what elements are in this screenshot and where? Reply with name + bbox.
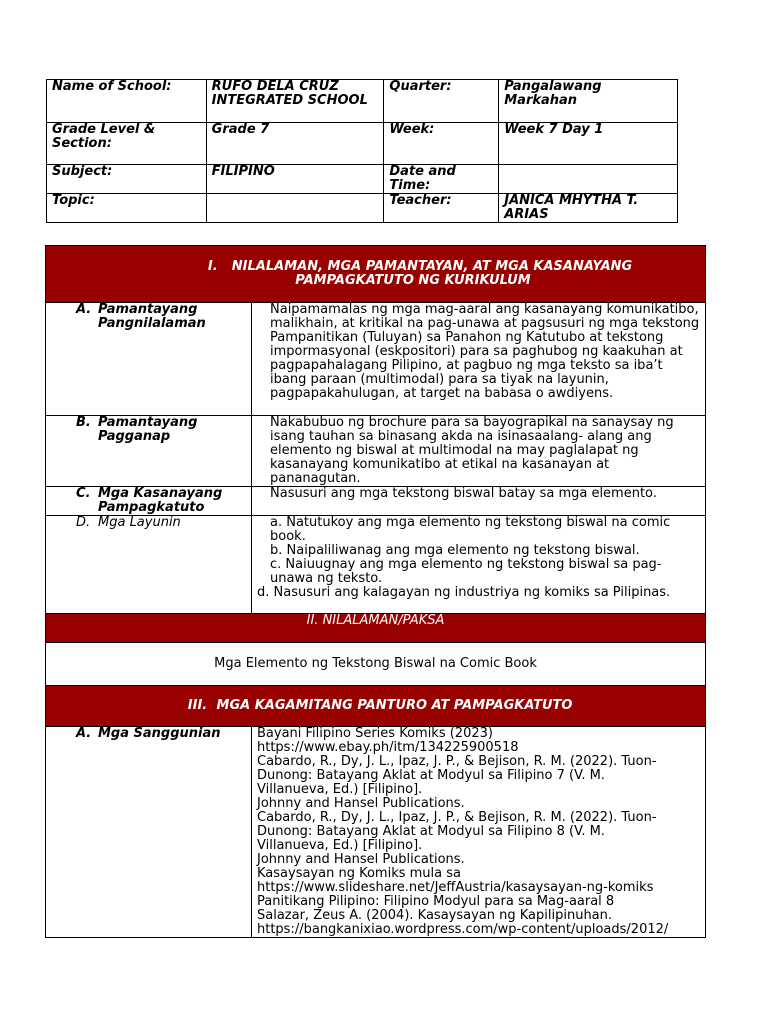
info-row-subject: [47, 165, 678, 194]
row-a-label-2: Pangnilalaman: [98, 316, 206, 331]
reference-line: Kasaysayan ng Komiks mula sa: [257, 866, 461, 881]
section-3-number: III.: [187, 698, 208, 713]
reference-line: Bayani Filipino Series Komiks (2023): [257, 726, 493, 741]
reference-line: https://www.slideshare.net/JeffAustria/kasaysayan-ng-komiks: [257, 880, 654, 895]
section-1-title-line-1: NILALAMAN, MGA PAMANTAYAN, AT MGA KASANAYANG: [231, 259, 633, 274]
row-b-label-1: Pamantayang: [98, 415, 198, 430]
grade-value: Grade 7: [206, 123, 384, 165]
reference-line: https://bangkanixiao.wordpress.com/wp-content/uploads/2012/: [257, 922, 669, 937]
date-time-label: Date and Time:: [384, 165, 499, 194]
row-c-label-1: Mga Kasanayang: [98, 486, 223, 501]
reference-line: Panitikang Pilipino: Filipino Modyul para sa Mag-aaral 8: [257, 894, 615, 909]
quarter-label: Quarter:: [384, 80, 499, 123]
reference-line: https://www.ebay.ph/itm/134225900518: [257, 740, 519, 755]
section-2-topic-row: [46, 643, 706, 686]
objective-c: c. Naiuugnay ang mga elemento ng tekstong biswal sa pag-unawa ng teksto.: [270, 557, 662, 586]
reference-line: Cabardo, R., Dy, J. L., Ipaz, J. P., & Bejison, R. M. (2022). Tuon-: [257, 810, 657, 825]
week-label: Week:: [384, 123, 499, 165]
info-row-school: [47, 80, 678, 123]
subject-value: FILIPINO: [206, 165, 384, 194]
topic-label: Topic:: [47, 194, 207, 223]
row-b-key: B.: [76, 415, 91, 430]
lesson-plan-table: [45, 245, 706, 938]
topic-value: [206, 194, 384, 223]
references-list: [252, 727, 706, 938]
row-b-text: Nakabubuo ng brochure para sa bayograpikal na sanaysay ng isang tauhan sa binasang akda na isinasaalang- alang ang elemento ng biswal at multimodal na may paglalapat ng kasanayang komunikatibo at etikal na kasanayan at pananagutan.: [252, 416, 706, 487]
reference-line: Villanueva, Ed.) [Filipino].: [257, 782, 423, 797]
reference-line: Dunong: Batayang Aklat at Modyul sa Filipino 7 (V. M.: [257, 768, 605, 783]
reference-line: Salazar, Zeus A. (2004). Kasaysayan ng Kapilipinuhan.: [257, 908, 613, 923]
row-mga-layunin: [46, 516, 706, 614]
row-pamantayang-pagganap: [46, 416, 706, 487]
quarter-value: Pangalawang Markahan: [499, 80, 678, 123]
objective-b: b. Naipaliliwanag ang mga elemento ng tekstong biswal.: [270, 543, 640, 558]
subject-label: Subject:: [47, 165, 207, 194]
row-a-text: Naipamamalas ng mga mag-aaral ang kasanayang komunikatibo, malikhain, at kritikal na pag-unawa at pagsusuri ng mga tekstong Pampanitikan (Tuluyan) sa Panahon ng Katutubo at tekstong impormasyonal (eskpositori) para sa paghubog ng kaakuhan at pagpapahalagang Pilipino, at pagbuo ng mga teksto sa iba’t ibang paraan (multimodal) para sa tiyak na layunin, pagpapakahulugan, at target na babasa o awdiyens.: [252, 303, 706, 416]
info-row-grade: [47, 123, 678, 165]
teacher-value: JANICA MHYTHA T. ARIAS: [499, 194, 678, 223]
section-1-title-line-2: PAMPAGKATUTO NG KURIKULUM: [295, 273, 531, 288]
section-2-header: [46, 614, 706, 643]
section-1-header: [46, 246, 706, 303]
row-c-text: Nasusuri ang mga tekstong biswal batay sa mga elemento.: [252, 487, 706, 516]
row-d-key: D.: [76, 515, 91, 530]
row-d-label: Mga Layunin: [98, 515, 181, 530]
row-b-label-2: Pagganap: [98, 429, 171, 444]
row-pamantayang-pangnilalaman: [46, 303, 706, 416]
lesson-topic: Mga Elemento ng Tekstong Biswal na Comic Book: [46, 643, 706, 686]
row-refs-label: Mga Sanggunian: [98, 726, 221, 741]
objective-a: a. Natutukoy ang mga elemento ng tekstong biswal na comic book.: [270, 515, 671, 544]
objective-d: d. Nasusuri ang kalagayan ng industriya ng komiks sa Pilipinas.: [257, 585, 671, 600]
week-value: Week 7 Day 1: [499, 123, 678, 165]
reference-line: Johnny and Hansel Publications.: [257, 796, 465, 811]
row-c-label-2: Pampagkatuto: [98, 500, 205, 515]
reference-line: Cabardo, R., Dy, J. L., Ipaz, J. P., & Bejison, R. M. (2022). Tuon-: [257, 754, 657, 769]
row-c-key: C.: [76, 486, 91, 501]
row-refs-key: A.: [76, 726, 92, 741]
date-time-value: [499, 165, 678, 194]
section-3-title: MGA KAGAMITANG PANTURO AT PAMPAGKATUTO: [216, 698, 573, 713]
reference-line: Dunong: Batayang Aklat at Modyul sa Filipino 8 (V. M.: [257, 824, 605, 839]
grade-label: Grade Level & Section:: [47, 123, 207, 165]
teacher-label: Teacher:: [384, 194, 499, 223]
info-row-topic: [47, 194, 678, 223]
section-2-title: II. NILALAMAN/PAKSA: [46, 614, 706, 643]
school-value: RUFO DELA CRUZ INTEGRATED SCHOOL: [206, 80, 384, 123]
school-label: Name of School:: [47, 80, 207, 123]
reference-line: Johnny and Hansel Publications.: [257, 852, 465, 867]
row-a-label-1: Pamantayang: [98, 302, 198, 317]
row-mga-kasanayang: [46, 487, 706, 516]
lesson-info-table: [46, 79, 678, 223]
row-a-key: A.: [76, 302, 92, 317]
reference-line: Villanueva, Ed.) [Filipino].: [257, 838, 423, 853]
row-mga-sanggunian: [46, 727, 706, 938]
section-3-header: [46, 686, 706, 727]
section-1-number: I.: [207, 259, 218, 274]
